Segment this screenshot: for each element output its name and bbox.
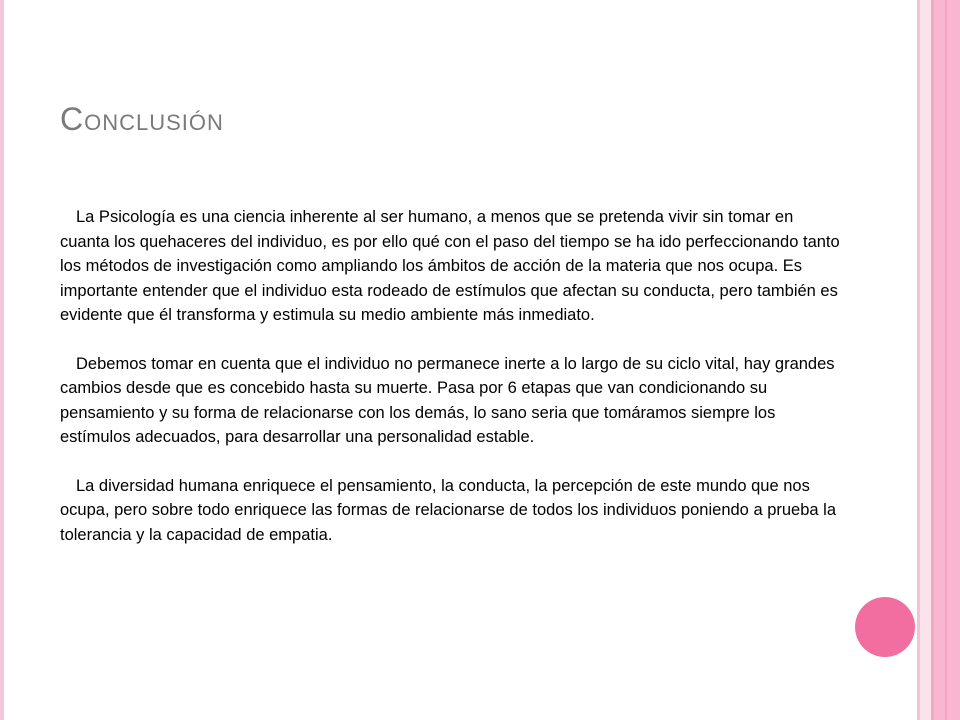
left-border-line	[0, 0, 4, 720]
paragraph-2: Debemos tomar en cuenta que el individuo no permanece inerte a lo largo de su ciclo vital, hay grandes cambios desde que es concebido hasta su muerte. Pasa por 6 etapas que van condicionando su pensamiento y su forma de relacionarse con los demás, lo sano seria que tomáramos siempre los estímulos adecuados, para desarrollar una personalidad estable.	[60, 354, 835, 446]
decorative-stripe	[934, 0, 960, 720]
paragraph-1: La Psicología es una ciencia inherente al ser humano, a menos que se pretenda vivir sin tomar en cuanta los quehaceres del individuo, es por ello qué con el paso del tiempo se ha ido perfeccionando tanto los métodos de investigación como ampliando los ámbitos de acción de la materia que nos ocupa. Es importante entender que el individuo esta rodeado de estímulos que afectan su conducta, pero también es evidente que él transforma y estimula su medio ambiente más inmediato.	[60, 208, 840, 324]
accent-circle	[855, 597, 915, 657]
decorative-stripe	[920, 0, 931, 720]
paragraph-3: La diversidad humana enriquece el pensamiento, la conducta, la percepción de este mundo que nos ocupa, pero sobre todo enriquece las formas de relacionarse de todos los individuos poniendo a prueba la tolerancia y la capacidad de empatia.	[60, 476, 837, 544]
slide-body	[60, 205, 840, 571]
decorative-stripe	[945, 0, 947, 720]
slide-title: Conclusión	[60, 101, 224, 137]
